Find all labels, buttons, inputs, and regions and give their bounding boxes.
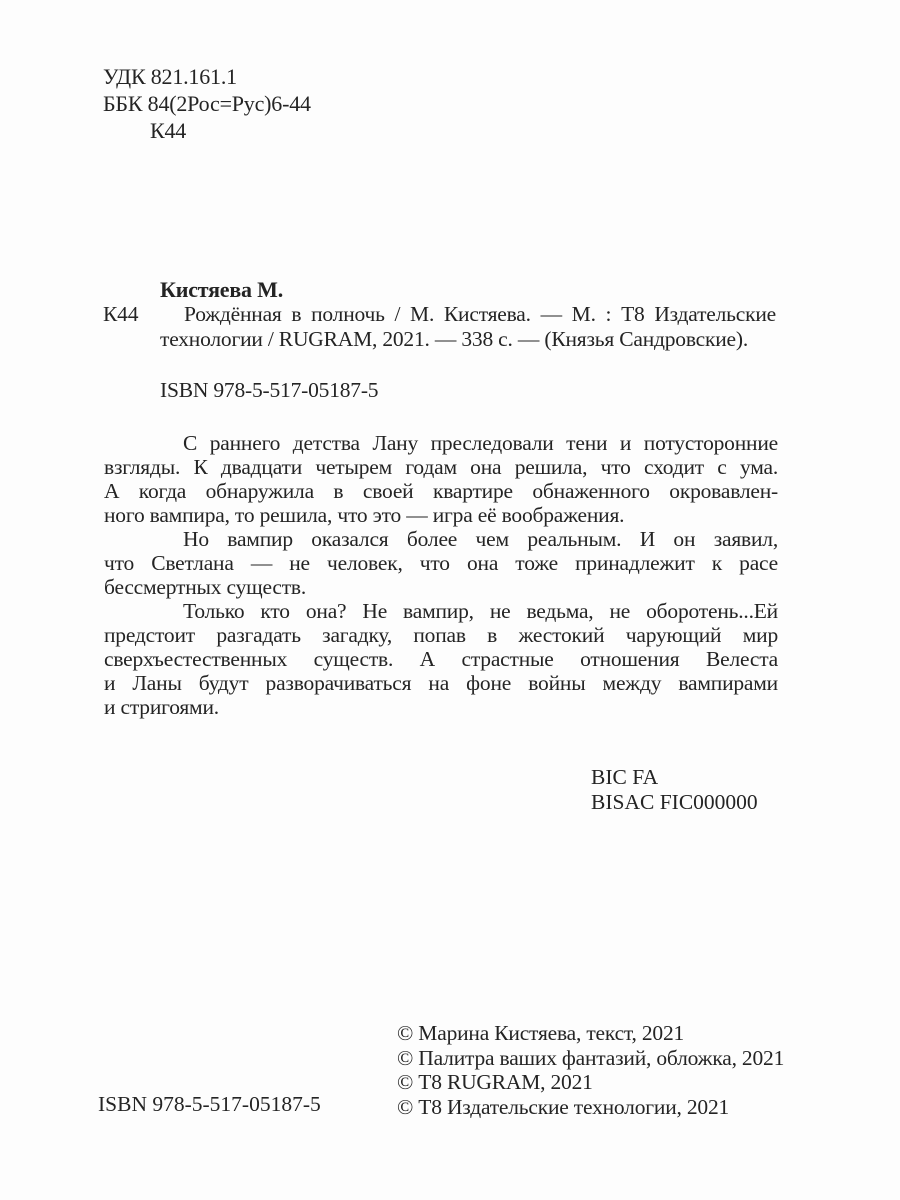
annotation-line: Только кто она? Не вампир, не ведьма, не оборотень...Ей xyxy=(183,599,778,623)
card-author-sign: К44 xyxy=(103,302,139,326)
catalog-card xyxy=(103,277,778,403)
card-description xyxy=(103,302,778,352)
bisac-code: BISAC FIC000000 xyxy=(591,789,758,814)
card-entry-line: технологии / RUGRAM, 2021. — 338 с. — (Князья Сандровские). xyxy=(160,327,749,351)
card-author: Кистяева М. xyxy=(160,277,284,302)
author-sign-code: К44 xyxy=(150,118,187,143)
copyright-line: © Марина Кистяева, текст, 2021 xyxy=(397,1021,685,1045)
bbk-code: ББК 84(2Рос=Рус)6-44 xyxy=(103,91,311,116)
copyright-line: © Т8 RUGRAM, 2021 xyxy=(397,1070,593,1095)
annotation xyxy=(104,431,778,719)
classification-codes-block xyxy=(103,63,311,144)
annotation-line: С раннего детства Лану преследовали тени и потусторонние xyxy=(183,431,778,455)
card-bibliographic-entry xyxy=(160,302,776,352)
bic-code: BIC FA xyxy=(591,765,659,789)
isbn-card: ISBN 978-5-517-05187-5 xyxy=(160,378,379,402)
card-entry-line: Рождённая в полночь / М. Кистяева. — М. : Т8 Издательские xyxy=(184,302,776,326)
annotation-line: и Ланы будут разворачиваться на фоне войны между вампирами xyxy=(104,671,778,695)
copyright-line: © Т8 Издательские технологии, 2021 xyxy=(397,1094,730,1119)
copyright-list xyxy=(397,1021,784,1119)
annotation-line: ного вампира, то решила, что это — игра её воображения. xyxy=(104,503,625,527)
udk-code: УДК 821.161.1 xyxy=(103,64,237,89)
annotation-line: Но вампир оказался более чем реальным. И он заявил, xyxy=(183,527,778,551)
annotation-line: и стригоями. xyxy=(104,695,219,719)
annotation-line: что Светлана — не человек, что она тоже принадлежит к расе xyxy=(104,551,778,575)
annotation-line: А когда обнаружила в своей квартире обнаженного окровавлен- xyxy=(104,479,778,503)
annotation-line: предстоит разгадать загадку, попав в жестокий чарующий мир xyxy=(104,623,778,647)
copyright-line: © Палитра ваших фантазий, обложка, 2021 xyxy=(397,1045,785,1070)
bic-bisac-block xyxy=(591,765,758,814)
annotation-line: взгляды. К двадцати четырем годам она решила, что сходит с ума. xyxy=(104,455,778,479)
isbn-bottom: ISBN 978-5-517-05187-5 xyxy=(98,1092,321,1116)
annotation-line: бессмертных существ. xyxy=(104,575,307,599)
annotation-line: сверхъестественных существ. А страстные отношения Велеста xyxy=(104,647,778,671)
